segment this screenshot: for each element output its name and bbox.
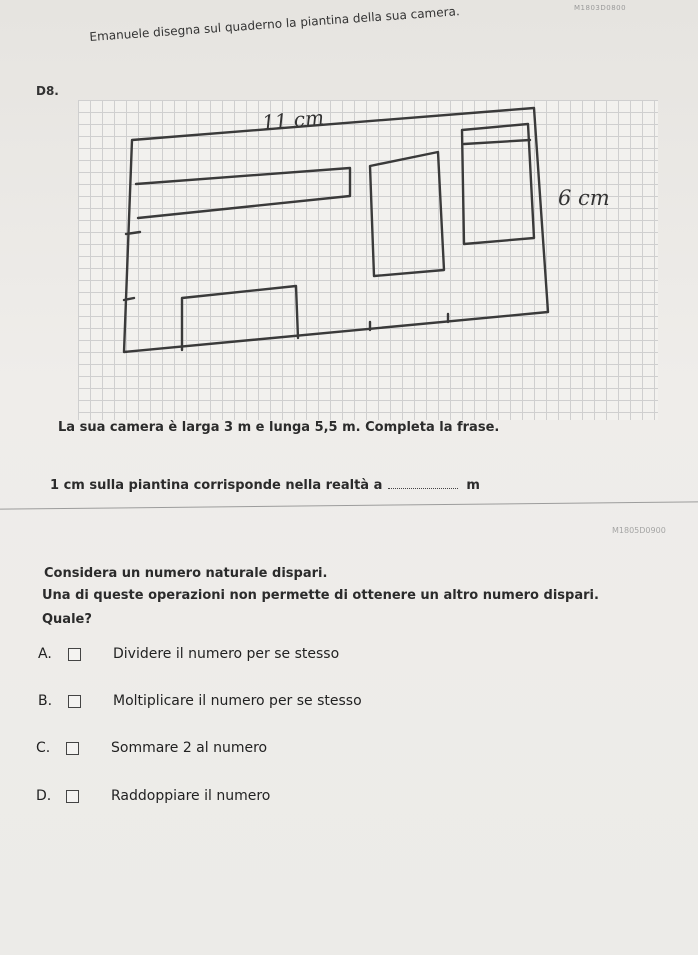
task-instruction: La sua camera è larga 3 m e lunga 5,5 m. Completa la frase. [58, 420, 500, 435]
option-b[interactable] [38, 693, 362, 709]
q2-stem: Considera un numero naturale dispari. [44, 566, 328, 581]
option-b-checkbox[interactable] [68, 695, 81, 708]
option-text: Raddoppiare il numero [111, 788, 271, 804]
length-label: 11 cm [261, 105, 325, 135]
option-letter: D. [36, 788, 52, 804]
option-a-checkbox[interactable] [68, 648, 81, 661]
section-divider [0, 501, 698, 509]
top-item-code: M1803D0800 [574, 4, 627, 12]
item-code: M1805D0900 [612, 526, 666, 535]
question-number: D8. [36, 84, 59, 98]
option-c-checkbox[interactable] [66, 742, 79, 755]
option-c[interactable] [36, 740, 267, 756]
option-letter: B. [38, 693, 53, 709]
option-letter: C. [36, 740, 51, 756]
option-text: Sommare 2 al numero [111, 740, 268, 756]
option-d-checkbox[interactable] [66, 790, 79, 803]
answer-blank[interactable] [388, 478, 458, 489]
option-letter: A. [38, 646, 52, 662]
option-d[interactable] [36, 788, 270, 804]
scale-sentence-text: 1 cm sulla piantina corrisponde nella realtà a [50, 478, 383, 493]
q2-prompt: Quale? [42, 612, 92, 627]
bed-divider [464, 140, 530, 144]
wardrobe-rect [136, 168, 350, 218]
option-a[interactable] [38, 646, 339, 662]
scale-sentence [50, 478, 480, 493]
option-text: Dividere il numero per se stesso [113, 646, 340, 662]
question-intro: Emanuele disegna sul quaderno la piantina della sua camera. [89, 4, 461, 44]
room-outline [124, 108, 548, 352]
option-text: Moltiplicare il numero per se stesso [113, 693, 362, 709]
desk-rect [370, 152, 444, 276]
answer-unit: m [466, 478, 480, 493]
q2-question: Una di queste operazioni non permette di ottenere un altro numero dispari. [42, 588, 599, 603]
width-label: 6 cm [558, 186, 610, 210]
room-floor-plan [78, 100, 658, 420]
